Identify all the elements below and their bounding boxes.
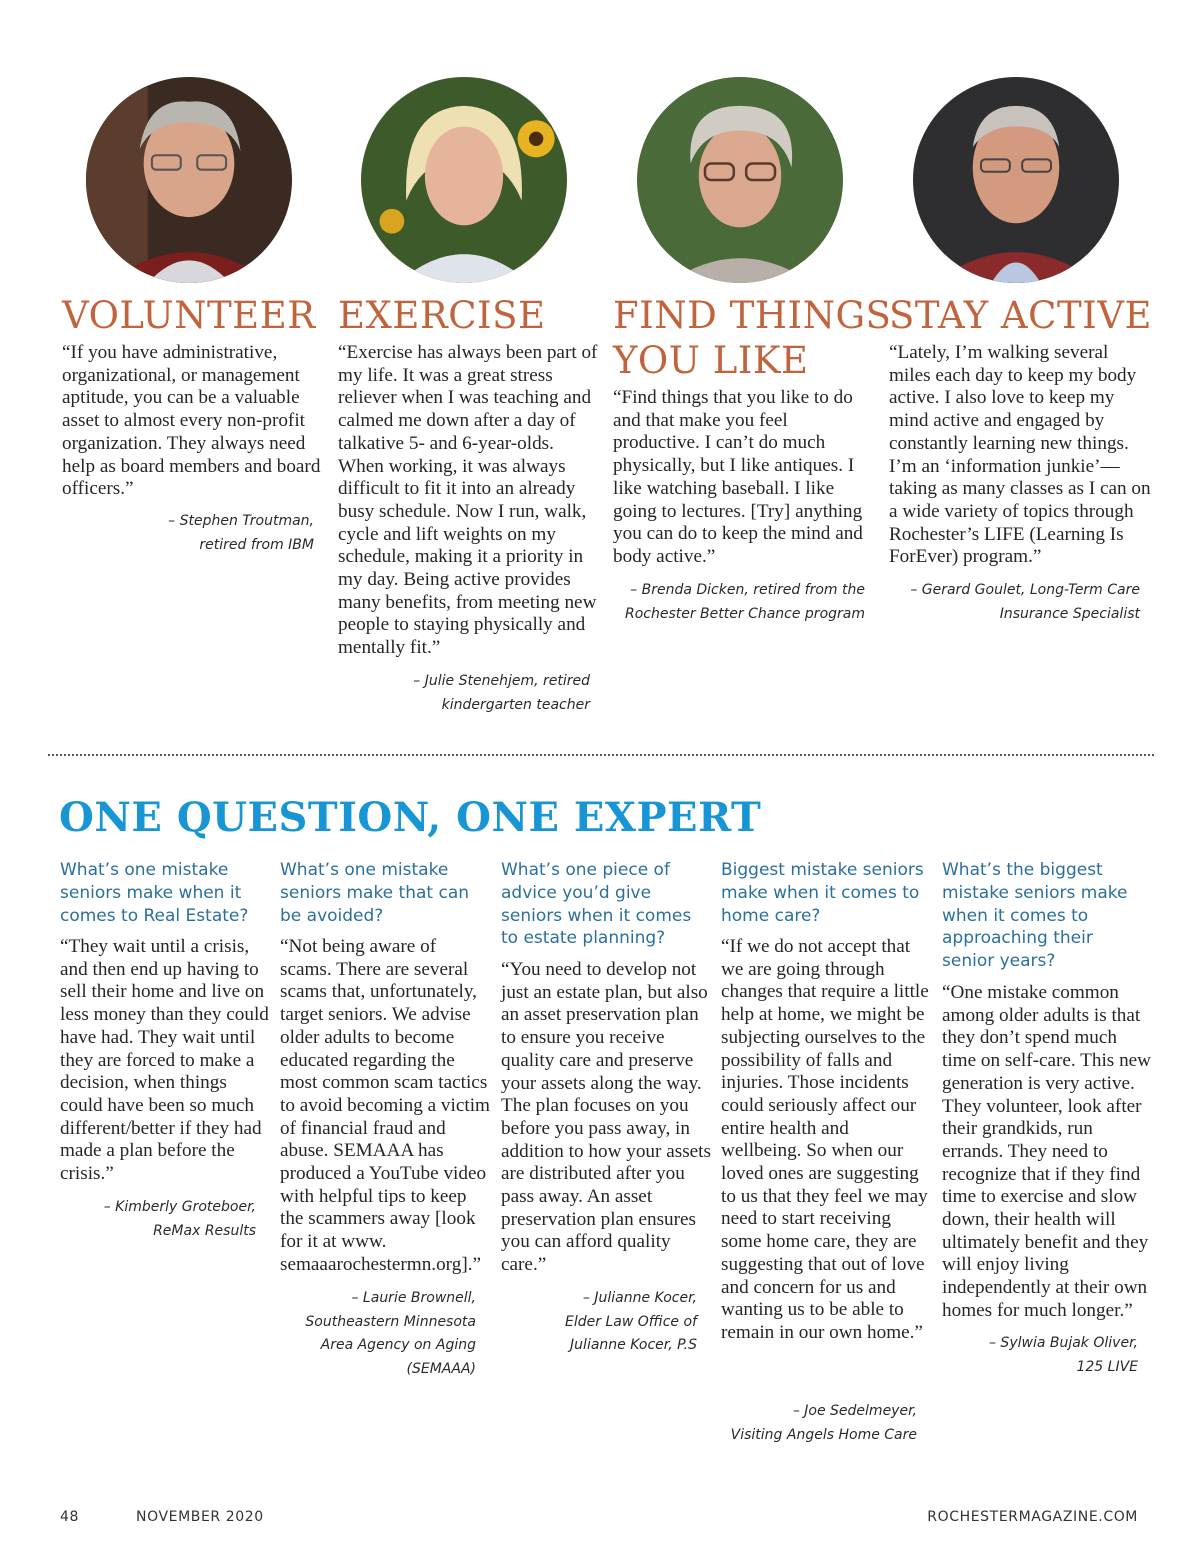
website-link[interactable]: ROCHESTERMAGAZINE.COM [927, 1509, 1138, 1525]
profile-attribution [370, 670, 590, 717]
attribution-role: Rochester Better Chance program [624, 605, 865, 622]
portrait-photo [86, 77, 292, 283]
portrait-photo [637, 77, 843, 283]
expert-answer: “Not being aware of scams. There are several scams that, unfortunately, target seniors. We advise older adults to become educated regarding the most common scam tactics to avoid becoming a victim of financial fraud and abuse. SEMAAA has produced a YouTube video with helpful tips to keep the scammers away [look for it at www. semaaarochestermn.org].” [280, 936, 490, 1275]
profile-attribution [100, 510, 314, 557]
expert-attribution [280, 1287, 476, 1381]
profile-title: EXERCISE [338, 294, 546, 337]
attribution-org: Visiting Angels Home Care [730, 1426, 917, 1443]
expert-attribution [700, 1400, 917, 1447]
attribution-name: – Sylwia Bujak Oliver, [988, 1335, 1138, 1351]
attribution-name: – Gerard Goulet, Long-Term Care [910, 582, 1140, 598]
dotted-divider [48, 754, 1154, 756]
expert-attribution [942, 1332, 1138, 1379]
attribution-org: Southeastern Minnesota [305, 1313, 476, 1330]
expert-answer: “If we do not accept that we are going through changes that require a little help at home, we might be subjecting ourselves to the possibility of falls and injuries. Those incidents could seriously affect our entire health and wellbeing. So when our loved ones are suggesting to us that they feel we may need to start receiving some home care, they are suggesting that out of love and concern for us and wanting us to be able to remain in our own home.” [721, 936, 929, 1343]
attribution-role: ReMax Results [153, 1222, 256, 1239]
expert-answer: “One mistake common among older adults is that they don’t spend much time on self-care. This new generation is very active. They volunteer, look after their grandkids, run errands. They need to recognize that if they find time to exercise and slow down, their health will ultimately benefit and they will enjoy living independently at their own homes for much longer.” [942, 982, 1152, 1321]
portrait-photo [913, 77, 1119, 283]
expert-question: What’s one mistake seniors make that can be avoided? [280, 860, 470, 926]
attribution-name: – Joe Sedelmeyer, [792, 1403, 917, 1419]
profile-quote: “Exercise has always been part of my life. It was a great stress reliever when I was teaching and calmed me down after a day of talkative 5- and 6-year-olds. When working, it was always difficult to fit it into an already busy schedule. Now I run, walk, cycle and lift weights on my schedule, making it a priority in my day. Being active provides many benefits, from meeting new people to staying physically and mentally fit.” [338, 342, 598, 659]
profile-title: VOLUNTEER [62, 294, 316, 337]
expert-answer: “You need to develop not just an estate plan, but also an asset preservation plan to ensure you receive quality care and preserve your assets along the way. The plan focuses on you before you pass away, in addition to how your assets are distributed after you pass away. An asset preservation plan ensures you can afford quality care.” [501, 959, 711, 1276]
attribution-role: retired from IBM [199, 536, 314, 553]
expert-answer: “They wait until a crisis, and then end up having to sell their home and live on less money than they could have had. They wait until they are forced to make a decision, when things could have been so much different/better if they had made a plan before the crisis.” [60, 936, 269, 1185]
attribution-name: – Julie Stenehjem, retired [413, 673, 590, 689]
profile-title-line2: YOU LIKE [613, 339, 809, 382]
profile-title [613, 293, 891, 383]
profile-title-line1: FIND THINGS [613, 294, 892, 337]
attribution-role: kindergarten teacher [441, 696, 590, 713]
profile-attribution [890, 579, 1140, 626]
attribution-name: – Stephen Troutman, [168, 513, 314, 529]
attribution-org: (SEMAAA) [406, 1360, 476, 1377]
attribution-org: 125 LIVE [1076, 1358, 1138, 1375]
profile-title: STAY ACTIVE [889, 294, 1152, 337]
attribution-org: Elder Law Office of [565, 1313, 697, 1330]
expert-question: Biggest mistake seniors make when it comes to home care? [721, 860, 924, 926]
profile-quote: “Find things that you like to do and that make you feel productive. I can’t do much physically, but I like antiques. I like watching baseball. I like going to lectures. [Try] anything you can do to keep the mind and body active.” [613, 387, 863, 567]
page-number: 48 [60, 1509, 80, 1525]
attribution-name: – Laurie Brownell, [351, 1290, 476, 1306]
attribution-org: Julianne Kocer, P.S [570, 1337, 697, 1353]
attribution-name: – Brenda Dicken, retired from the [630, 582, 865, 598]
expert-question: What’s one piece of advice you’d give seniors when it comes to estate planning? [501, 860, 692, 949]
attribution-org: Area Agency on Aging [320, 1337, 476, 1353]
profile-attribution [615, 579, 865, 626]
attribution-name: – Kimberly Groteboer, [103, 1199, 256, 1215]
profile-quote: “If you have administrative, organizational, or management aptitude, you can be a valuable asset to almost every non-profit organization. They always need help as board members and board officers.” [62, 342, 321, 500]
expert-attribution [501, 1287, 697, 1358]
attribution-role: Insurance Specialist [999, 605, 1140, 622]
section-title: ONE QUESTION, ONE EXPERT [59, 794, 762, 841]
issue-date: NOVEMBER 2020 [136, 1509, 264, 1525]
expert-question: What’s the biggest mistake seniors make when it comes to approaching their senior years? [942, 860, 1128, 972]
profile-quote: “Lately, I’m walking several miles each day to keep my body active. I also love to keep my mind active and engaged by constantly learning new things. I’m an ‘information junkie’—taking as many classes as I can on a wide variety of topics through Rochester’s LIFE (Learning Is ForEver) program.” [889, 342, 1151, 568]
expert-question: What’s one mistake seniors make when it comes to Real Estate? [60, 860, 249, 926]
attribution-name: – Julianne Kocer, [582, 1290, 697, 1306]
expert-attribution [60, 1196, 256, 1243]
portrait-photo [361, 77, 567, 283]
